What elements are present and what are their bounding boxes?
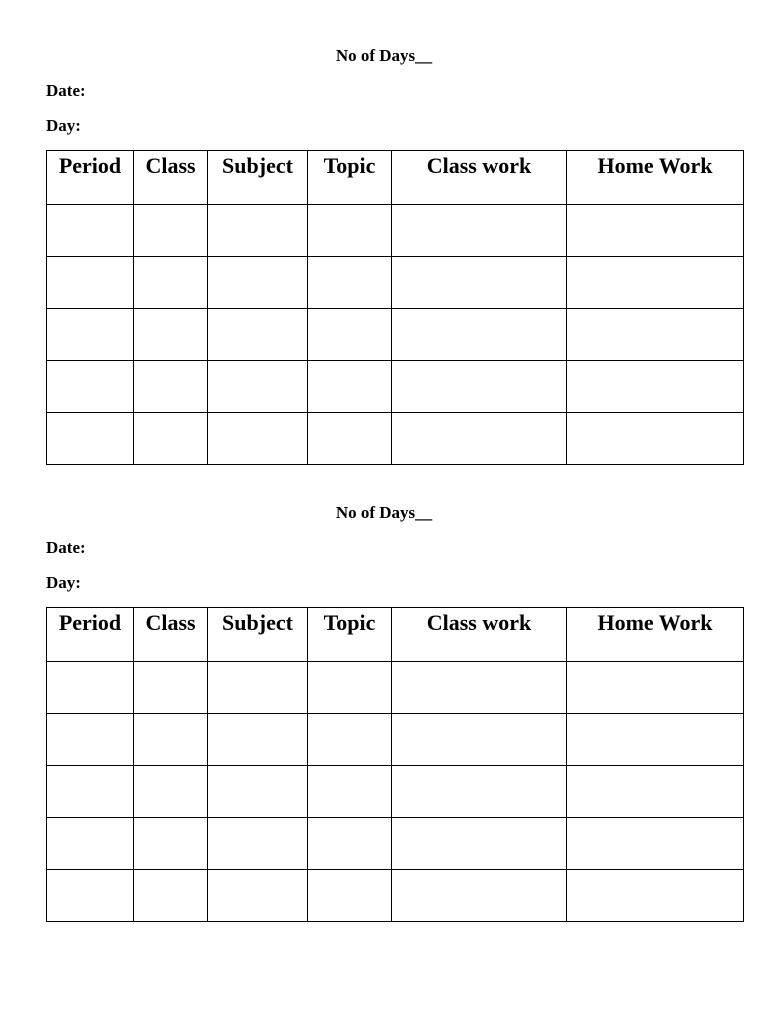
topic-cell[interactable] [308,714,392,766]
table-row [47,714,744,766]
home-work-cell[interactable] [567,309,744,361]
home-work-cell[interactable] [567,205,744,257]
class-cell[interactable] [134,257,208,309]
class-cell[interactable] [134,870,208,922]
subject-cell[interactable] [208,257,308,309]
class-cell[interactable] [134,818,208,870]
class-cell[interactable] [134,662,208,714]
home-work-cell[interactable] [567,662,744,714]
subject-cell[interactable] [208,205,308,257]
class-work-cell[interactable] [392,714,567,766]
subject-cell[interactable] [208,714,308,766]
column-header-class: Class [134,608,208,662]
column-header-period: Period [47,151,134,205]
period-cell[interactable] [47,662,134,714]
table-row [47,309,744,361]
subject-cell[interactable] [208,766,308,818]
column-header-home-work: Home Work [567,151,744,205]
period-cell[interactable] [47,309,134,361]
column-header-class: Class [134,151,208,205]
class-work-cell[interactable] [392,818,567,870]
column-header-home-work: Home Work [567,608,744,662]
table-header-row [47,608,744,662]
topic-cell[interactable] [308,766,392,818]
lesson-plan-table [46,150,744,465]
day-label: Day: [46,116,81,135]
subject-cell[interactable] [208,818,308,870]
lesson-plan-section-2 [0,457,768,877]
class-work-cell[interactable] [392,257,567,309]
period-cell[interactable] [47,361,134,413]
topic-cell[interactable] [308,257,392,309]
table-row [47,766,744,818]
column-header-class-work: Class work [392,151,567,205]
class-work-cell[interactable] [392,205,567,257]
home-work-cell[interactable] [567,361,744,413]
class-cell[interactable] [134,361,208,413]
lesson-plan-table [46,607,744,922]
home-work-cell[interactable] [567,870,744,922]
class-cell[interactable] [134,205,208,257]
class-work-cell[interactable] [392,662,567,714]
table-header-row [47,151,744,205]
class-cell[interactable] [134,766,208,818]
period-cell[interactable] [47,205,134,257]
column-header-subject: Subject [208,608,308,662]
class-work-cell[interactable] [392,870,567,922]
column-header-class-work: Class work [392,608,567,662]
class-cell[interactable] [134,309,208,361]
subject-cell[interactable] [208,309,308,361]
topic-cell[interactable] [308,818,392,870]
topic-cell[interactable] [308,205,392,257]
home-work-cell[interactable] [567,818,744,870]
table-row [47,818,744,870]
home-work-cell[interactable] [567,257,744,309]
home-work-cell[interactable] [567,714,744,766]
column-header-topic: Topic [308,151,392,205]
home-work-cell[interactable] [567,766,744,818]
period-cell[interactable] [47,714,134,766]
lesson-plan-section-1 [0,0,768,420]
day-label: Day: [46,573,81,592]
date-label: Date: [46,81,86,100]
class-work-cell[interactable] [392,309,567,361]
subject-cell[interactable] [208,870,308,922]
topic-cell[interactable] [308,870,392,922]
table-row [47,361,744,413]
column-header-period: Period [47,608,134,662]
period-cell[interactable] [47,257,134,309]
subject-cell[interactable] [208,662,308,714]
class-work-cell[interactable] [392,361,567,413]
period-cell[interactable] [47,766,134,818]
no-of-days-label: No of Days__ [335,46,433,65]
table-row [47,205,744,257]
period-cell[interactable] [47,818,134,870]
subject-cell[interactable] [208,361,308,413]
topic-cell[interactable] [308,309,392,361]
no-of-days-label: No of Days__ [335,503,433,522]
column-header-subject: Subject [208,151,308,205]
period-cell[interactable] [47,870,134,922]
table-row [47,870,744,922]
topic-cell[interactable] [308,361,392,413]
date-label: Date: [46,538,86,557]
topic-cell[interactable] [308,662,392,714]
table-row [47,662,744,714]
class-cell[interactable] [134,714,208,766]
column-header-topic: Topic [308,608,392,662]
table-row [47,257,744,309]
class-work-cell[interactable] [392,766,567,818]
